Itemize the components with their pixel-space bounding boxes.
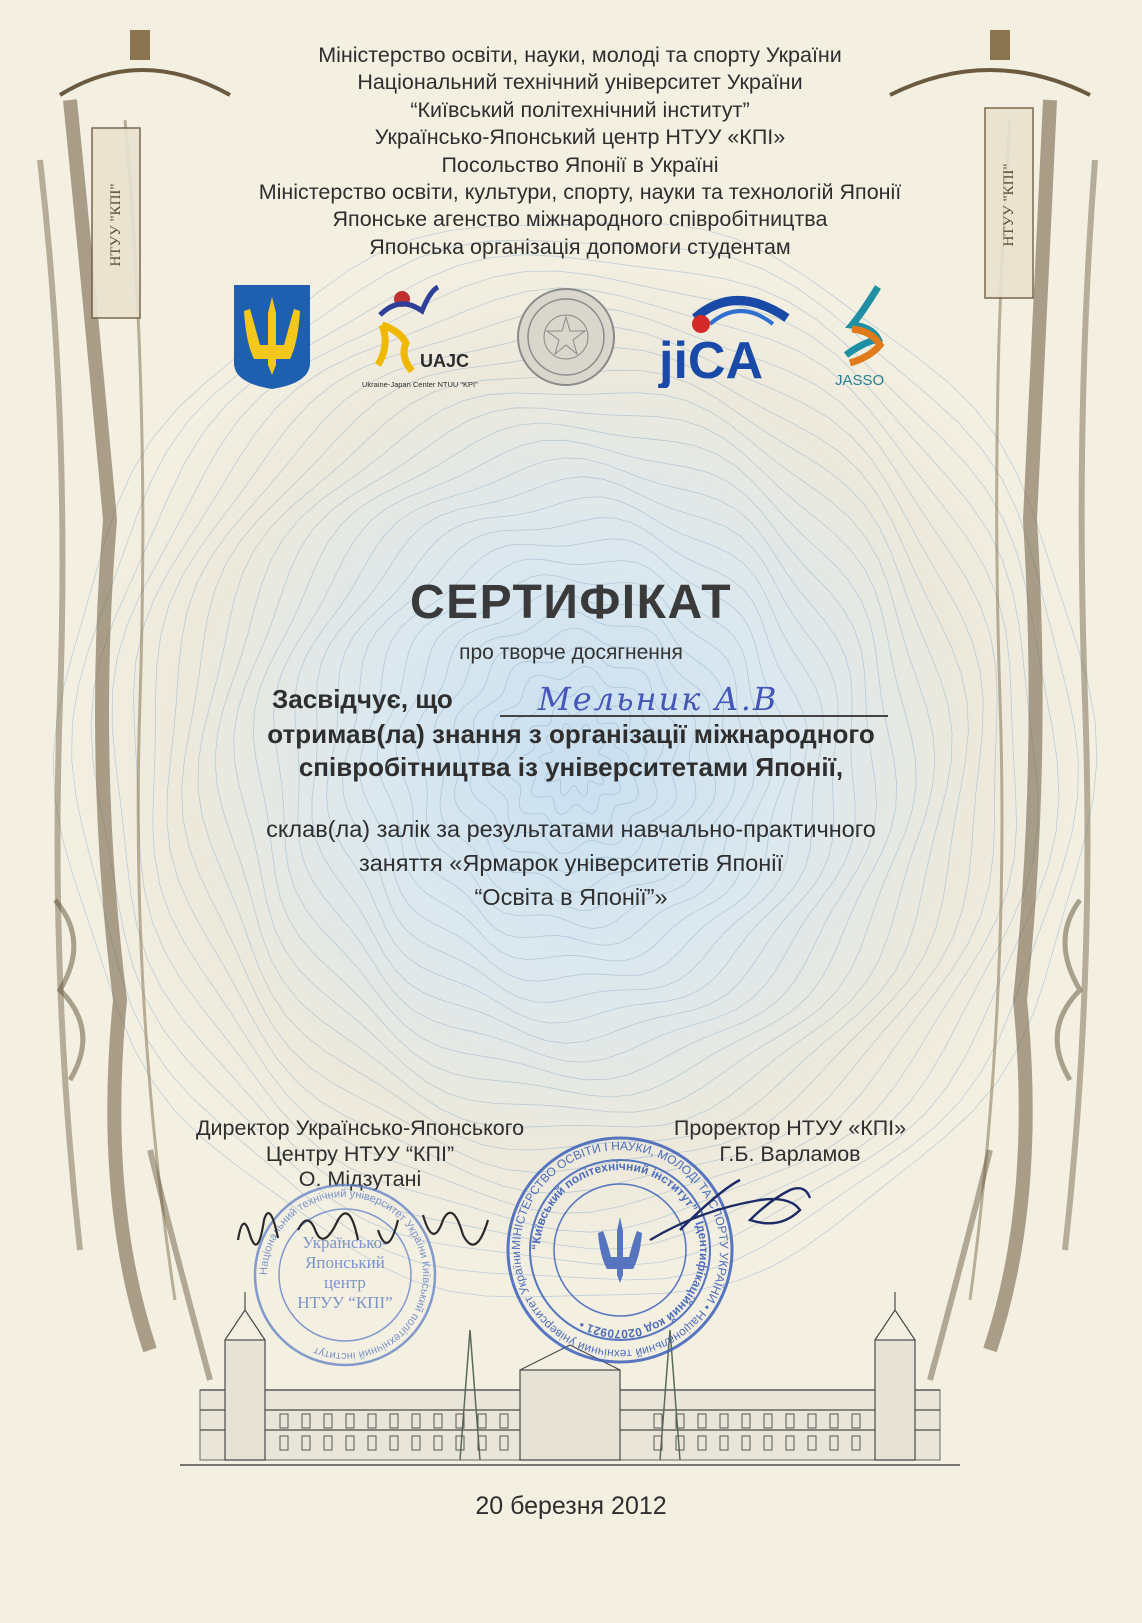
issuer-line: Посольство Японії в Україні bbox=[441, 152, 719, 177]
body-line: “Освіта в Японії”» bbox=[474, 884, 668, 910]
svg-text:UAJC: UAJC bbox=[420, 351, 470, 371]
issuer-line: Японська організація допомоги студентам bbox=[369, 234, 791, 259]
svg-text:Японський: Японський bbox=[305, 1253, 385, 1272]
body-line: склав(ла) залік за результатами навчально-практичного bbox=[266, 816, 876, 842]
svg-text:НТУУ “КПІ”: НТУУ “КПІ” bbox=[297, 1293, 393, 1312]
issue-date: 20 березня 2012 bbox=[475, 1492, 667, 1520]
certify-line bbox=[272, 680, 892, 718]
issuers-block bbox=[170, 42, 990, 261]
right-signature bbox=[640, 1170, 820, 1260]
svg-text:“Київський політехнічний інсти: “Київський політехнічний інститут” • Ідентифікаційний код 02070921 • bbox=[528, 1158, 712, 1342]
svg-text:jiCA: jiCA bbox=[659, 332, 763, 388]
body-bold-line: співробітництва із університетами Японії, bbox=[298, 752, 844, 782]
signatory-name: О. Мідзутані bbox=[298, 1167, 422, 1191]
signatory-title: Центру НТУУ “КПІ” bbox=[265, 1141, 455, 1166]
certificate-title: СЕРТИФІКАТ bbox=[409, 576, 733, 629]
svg-text:Мельник А.В: Мельник А.В bbox=[538, 680, 779, 718]
issuer-line: Національний технічний університет України bbox=[357, 70, 803, 95]
body-bold-line: отримав(ла) знання з організації міжнародного bbox=[267, 719, 875, 749]
certificate-subtitle: про творче досягнення bbox=[459, 641, 683, 664]
left-signature bbox=[228, 1190, 518, 1270]
svg-text:НТУУ "КПІ": НТУУ "КПІ" bbox=[1001, 163, 1017, 247]
trident-emblem-icon bbox=[232, 283, 312, 391]
svg-text:Українсько-: Українсько- bbox=[302, 1233, 388, 1252]
certify-label: Засвідчує, що bbox=[272, 684, 453, 714]
issuer-line: “Київський політехнічний інститут” bbox=[410, 97, 750, 122]
issuer-line: Міністерство освіти, культури, спорту, науки та технологій Японії bbox=[258, 180, 902, 205]
signatory-title: Проректор НТУУ «КПІ» bbox=[673, 1116, 907, 1140]
svg-text:Ukraine-Japan Center NTUU "KPI: Ukraine-Japan Center NTUU "KPI" bbox=[362, 380, 478, 389]
uajc-logo bbox=[360, 285, 480, 393]
jica-logo bbox=[655, 288, 795, 388]
svg-text:центр: центр bbox=[324, 1273, 366, 1292]
svg-text:JASSO: JASSO bbox=[835, 372, 885, 389]
issuer-line: Японське агенство міжнародного співробітництва bbox=[332, 207, 828, 232]
jasso-logo bbox=[832, 283, 902, 391]
signatory-title: Директор Українсько-Японського bbox=[195, 1116, 525, 1140]
issuer-line: Міністерство освіти, науки, молоді та спорту України bbox=[318, 43, 842, 67]
issuer-line: Українсько-Японський центр НТУУ «КПІ» bbox=[374, 125, 786, 150]
svg-text:НТУУ "КПІ": НТУУ "КПІ" bbox=[108, 183, 124, 267]
body-line: заняття «Ярмарок університетів Японії bbox=[358, 850, 784, 876]
svg-text:МІНІСТЕРСТВО ОСВІТИ І НАУКИ, М: МІНІСТЕРСТВО ОСВІТИ І НАУКИ, МОЛОДІ ТА СПОРТУ УКРАЇНИ • Національний технічний університет України bbox=[508, 1138, 732, 1362]
recipient-name-handwritten bbox=[530, 676, 850, 720]
svg-text:Національний технічний універс: Національний технічний університет України Київський політехнічний інститут bbox=[257, 1187, 433, 1363]
signatory-name: Г.Б. Варламов bbox=[719, 1141, 861, 1166]
university-seal-icon bbox=[515, 286, 617, 388]
